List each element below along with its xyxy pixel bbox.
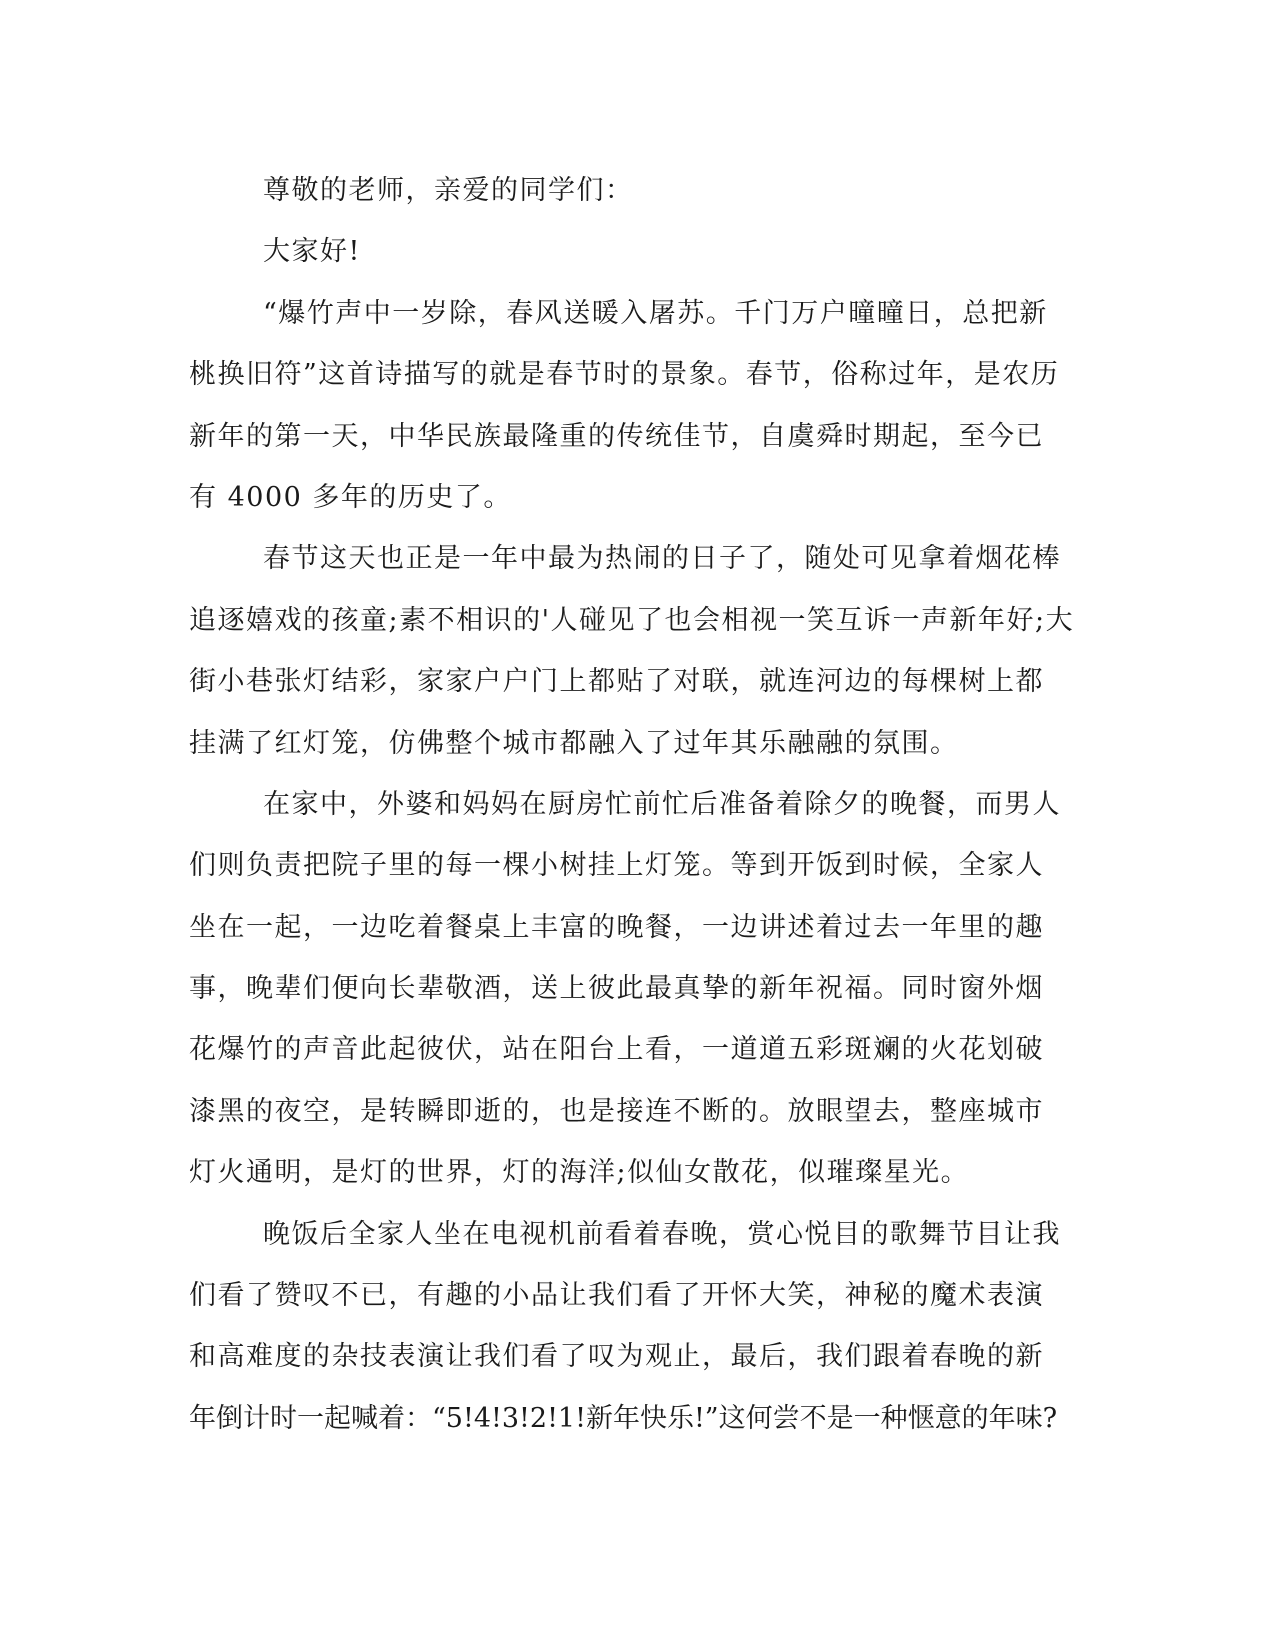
text-line: 街小巷张灯结彩，家家户户门上都贴了对联，就连河边的每棵树上都 xyxy=(189,666,1044,698)
text-line: 挂满了红灯笼，仿佛整个城市都融入了过年其乐融融的氛围。 xyxy=(189,727,959,759)
text-line: 坐在一起，一边吃着餐桌上丰富的晚餐，一边讲述着过去一年里的趣 xyxy=(189,911,1044,943)
text-line: 们看了赞叹不已，有趣的小品让我们看了开怀大笑，神秘的魔术表演 xyxy=(189,1280,1044,1312)
text-line: 们则负责把院子里的每一棵小树挂上灯笼。等到开饭到时候，全家人 xyxy=(189,850,1044,882)
text-line: 和高难度的杂技表演让我们看了叹为观止，最后，我们跟着春晚的新 xyxy=(189,1341,1044,1373)
text-line: 在家中，外婆和妈妈在厨房忙前忙后准备着除夕的晚餐，而男人 xyxy=(263,788,1061,820)
text-line: 桃换旧符”这首诗描写的就是春节时的景象。春节，俗称过年，是农历 xyxy=(189,359,1060,391)
text-line: 追逐嬉戏的孩童;素不相识的'人碰见了也会相视一笑互诉一声新年好;大 xyxy=(189,604,1075,636)
text-line: 晚饭后全家人坐在电视机前看着春晚，赏心悦目的歌舞节目让我 xyxy=(263,1218,1061,1250)
text-line: 灯火通明，是灯的世界，灯的海洋;似仙女散花，似璀璨星光。 xyxy=(189,1157,970,1189)
speech-text xyxy=(189,160,1089,1449)
text-line: 春节这天也正是一年中最为热闹的日子了，随处可见拿着烟花棒 xyxy=(263,543,1061,575)
text-line: 事，晚辈们便向长辈敬酒，送上彼此最真挚的新年祝福。同时窗外烟 xyxy=(189,973,1044,1005)
text-line: 花爆竹的声音此起彼伏，站在阳台上看，一道道五彩斑斓的火花划破 xyxy=(189,1034,1044,1066)
text-line: 有 4000 多年的历史了。 xyxy=(189,481,512,513)
text-line: 新年的第一天，中华民族最隆重的传统佳节，自虞舜时期起，至今已 xyxy=(189,420,1044,452)
text-line: 年倒计时一起喊着：“5!4!3!2!1!新年快乐!”这何尝不是一种惬意的年味? xyxy=(189,1402,1058,1434)
text-line: 大家好! xyxy=(263,236,361,268)
text-line: “爆竹声中一岁除，春风送暖入屠苏。千门万户曈曈日，总把新 xyxy=(263,297,1048,329)
text-line: 尊敬的老师，亲爱的同学们： xyxy=(263,175,634,206)
text-line: 漆黑的夜空，是转瞬即逝的，也是接连不断的。放眼望去，整座城市 xyxy=(189,1095,1044,1127)
